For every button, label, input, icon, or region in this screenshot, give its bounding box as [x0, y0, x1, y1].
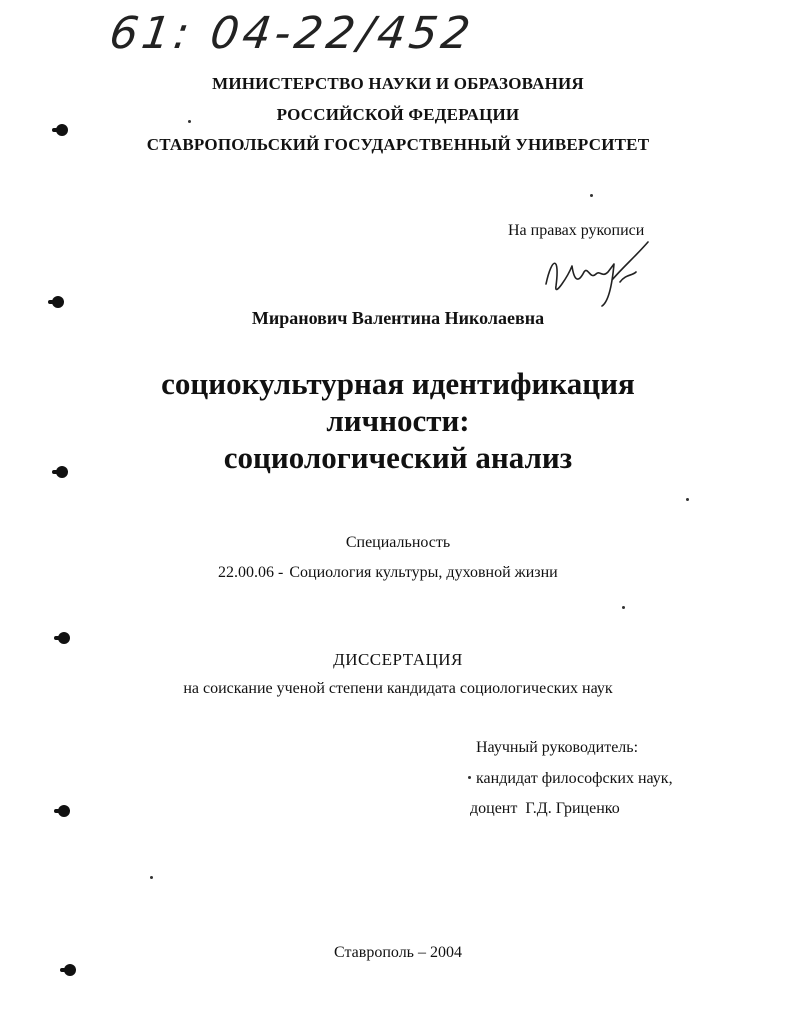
scan-speck: [686, 498, 689, 501]
binding-hole-icon: [58, 805, 70, 817]
advisor-label: Научный руководитель:: [476, 739, 639, 756]
binding-hole-icon: [56, 124, 68, 136]
scan-speck: [590, 194, 593, 197]
specialty-label: Специальность: [345, 534, 451, 551]
dissertation-label: ДИССЕРТАЦИЯ: [333, 650, 463, 669]
degree-purpose: на соискание ученой степени кандидата социологических наук: [183, 680, 613, 697]
advisor-degree: кандидат философских наук,: [476, 770, 673, 787]
advisor-name: Г.Д. Гриценко: [525, 800, 620, 817]
dissertation-title-line-3: социологический анализ: [223, 440, 573, 475]
ministry-heading: МИНИСТЕРСТВО НАУКИ И ОБРАЗОВАНИЯ: [212, 74, 584, 93]
binding-hole-icon: [58, 632, 70, 644]
specialty-line: [218, 564, 558, 582]
binding-hole-icon: [52, 296, 64, 308]
federation-heading: РОССИЙСКОЙ ФЕДЕРАЦИИ: [276, 105, 520, 124]
advisor-rank-name: [470, 800, 620, 818]
handwritten-catalog-code: 61: 04-22/452: [106, 8, 478, 59]
place-year: Ставрополь – 2004: [334, 944, 462, 961]
scan-speck: [150, 876, 153, 879]
scan-speck: [188, 120, 191, 123]
author-name: Миранович Валентина Николаевна: [251, 308, 545, 328]
advisor-rank: доцент: [470, 800, 518, 817]
binding-hole-icon: [64, 964, 76, 976]
author-signature: [538, 236, 658, 308]
binding-hole-icon: [56, 466, 68, 478]
dissertation-title-line-1: социокультурная идентификация: [161, 366, 635, 401]
university-heading: СТАВРОПОЛЬСКИЙ ГОСУДАРСТВЕННЫЙ УНИВЕРСИТЕТ: [146, 135, 650, 154]
scan-speck: [622, 606, 625, 609]
specialty-name: Социология культуры, духовной жизни: [289, 564, 558, 581]
manuscript-rights-note: На правах рукописи: [508, 222, 645, 239]
specialty-code: 22.00.06 -: [218, 564, 284, 581]
dissertation-title-line-2: личности:: [326, 403, 470, 438]
scan-speck: [468, 776, 471, 779]
